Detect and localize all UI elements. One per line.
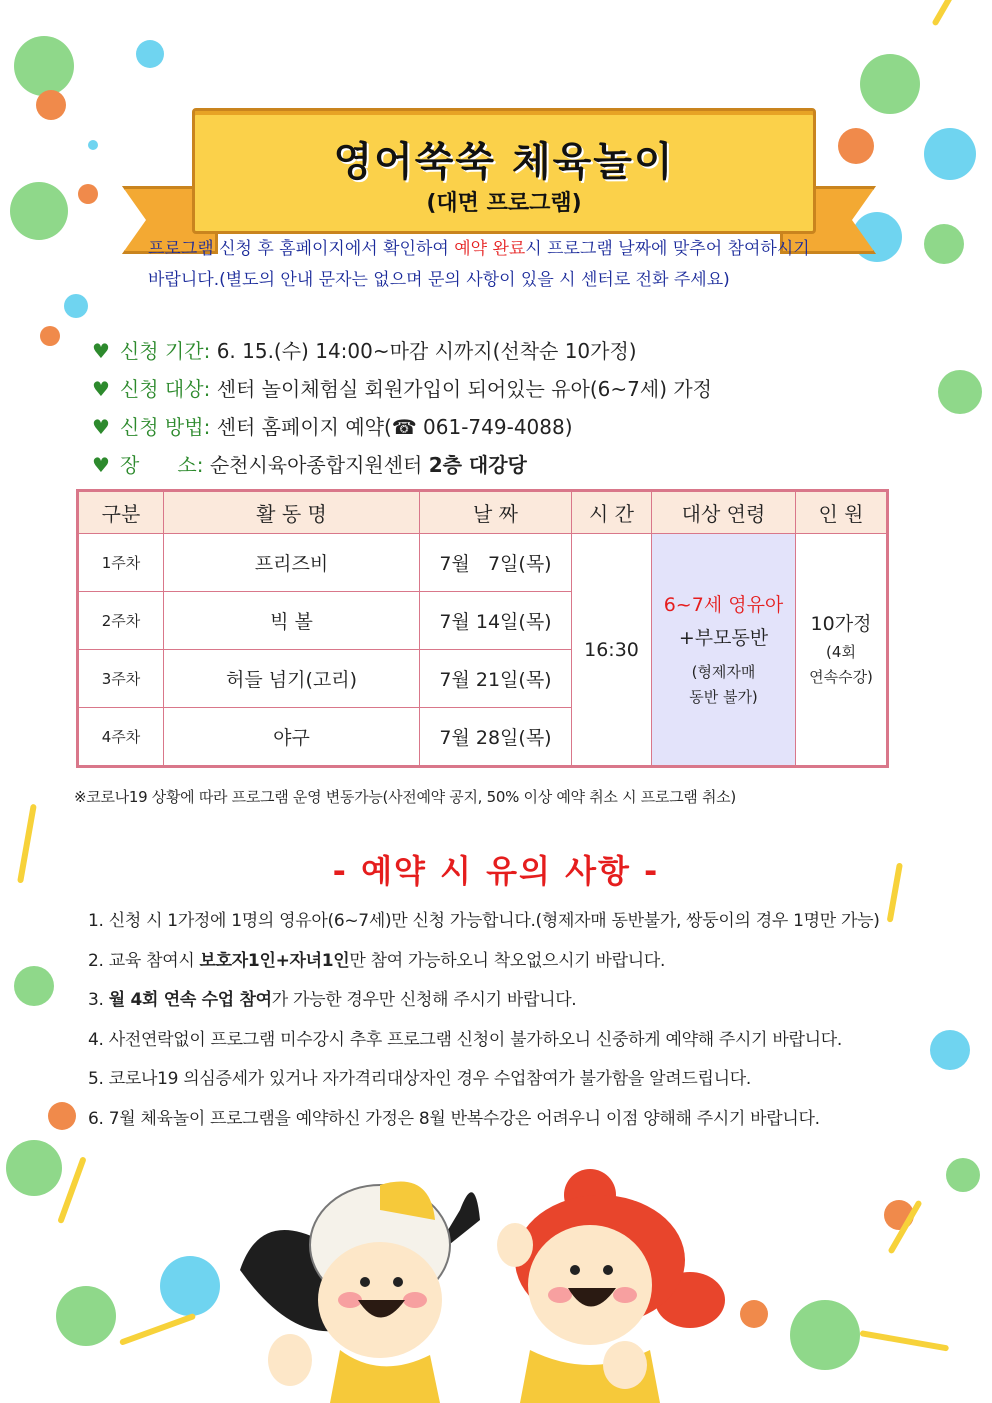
capacity-main: 10가정 (810, 613, 872, 635)
activity-cell: 빅 볼 (164, 592, 420, 650)
age-note (652, 660, 795, 710)
decor-dot (860, 54, 920, 114)
rules-list (88, 902, 938, 1139)
rule-text: 5. 코로나19 의심증세가 있거나 자가격리대상자인 경우 수업참여가 불가함을 알려드립니다. (88, 1069, 751, 1089)
info-label: 신청 방법: (119, 415, 211, 439)
notice-part1: 프로그램 신청 후 홈페이지에서 확인하여 (148, 239, 455, 259)
decor-ray (931, 0, 956, 26)
week-cell: 3주차 (78, 650, 164, 708)
header-cell: 구분 (78, 491, 164, 534)
heart-icon: ♥ (92, 339, 110, 363)
header-cell: 활 동 명 (164, 491, 420, 534)
info-label: 신청 대상: (119, 377, 211, 401)
rule-text: 1. 신청 시 1가정에 1명의 영유아(6~7세)만 신청 가능합니다.(형제자매 동반불가, 쌍둥이의 경우 1명만 가능) (88, 911, 880, 931)
info-value: 센터 놀이체험실 회원가입이 되어있는 유아(6~7세) 가정 (216, 377, 713, 401)
date-cell: 7월 14일(목) (420, 592, 572, 650)
header-cell: 날 짜 (420, 491, 572, 534)
schedule-table (76, 489, 889, 768)
date-cell: 7월 21일(목) (420, 650, 572, 708)
decor-dot (88, 140, 98, 150)
list-item (88, 1100, 938, 1140)
rule-text: 만 참여 가능하오니 착오없으시기 바랍니다. (349, 950, 666, 971)
table-header-row (78, 491, 888, 534)
decor-dot (56, 1286, 116, 1346)
decor-dot (160, 1256, 220, 1316)
time-cell: 16:30 (572, 534, 652, 767)
rule-text: 가 가능한 경우만 신청해 주시기 바랍니다. (271, 990, 577, 1010)
capacity-note-line: 연속수강) (809, 668, 873, 686)
info-target (92, 373, 912, 402)
table-row (78, 534, 888, 592)
decor-ray (859, 1330, 949, 1352)
page-subtitle: (대면 프로그램) (426, 191, 582, 216)
date-cell: 7월 7일(목) (420, 534, 572, 592)
age-main: 6~7세 영유아 (663, 593, 784, 616)
week-cell: 1주차 (78, 534, 164, 592)
decor-dot (136, 40, 164, 68)
info-label: 장 소: (119, 453, 204, 477)
rule-text: 4. 사전연락없이 프로그램 미수강시 추후 프로그램 신청이 불가하오니 신중하게 예약해 주시기 바랍니다. (88, 1029, 842, 1050)
capacity-cell (796, 534, 888, 767)
week-cell: 2주차 (78, 592, 164, 650)
mascot-crab (497, 1169, 725, 1403)
rule-text: 3. (88, 990, 109, 1010)
header-cell: 인 원 (796, 491, 888, 534)
list-item (88, 942, 938, 982)
decor-dot (78, 184, 98, 204)
decor-dot (14, 966, 54, 1006)
list-item (88, 1021, 938, 1061)
notice-highlight: 예약 완료 (454, 239, 526, 259)
info-value: 6. 15.(수) 14:00~마감 시까지(선착순 10가정) (216, 339, 637, 363)
decor-dot (924, 128, 976, 180)
decor-dot (14, 36, 74, 96)
section-title: - 예약 시 유의 사항 - (332, 852, 660, 890)
decor-dot (938, 370, 982, 414)
notice-text (148, 234, 858, 296)
decor-dot (64, 294, 88, 318)
rule-text: 2. 교육 참여시 (88, 950, 200, 971)
rule-text: 6. 7월 체육놀이 프로그램을 예약하신 가정은 8월 반복수강은 어려우니 이점 양해해 주시기 바랍니다. (88, 1108, 820, 1129)
notice-line2: 바랍니다.(별도의 안내 문자는 없으며 문의 사항이 있을 시 센터로 전화 주세요) (148, 270, 730, 290)
week-cell: 4주차 (78, 708, 164, 767)
date-cell: 7월 28일(목) (420, 708, 572, 767)
info-value: 센터 홈페이지 예약(☎ 061-749-4088) (216, 415, 573, 439)
decor-dot (946, 1158, 980, 1192)
info-method (92, 411, 912, 440)
page-title: 영어쑥쑥 체육놀이 (333, 139, 675, 185)
decor-dot (10, 182, 68, 240)
heart-icon: ♥ (92, 453, 110, 477)
decor-dot (838, 128, 874, 164)
info-value: 순천시육아종합지원센터 (209, 453, 429, 477)
header-cell: 대상 연령 (652, 491, 796, 534)
decor-dot (36, 90, 66, 120)
decor-dot (924, 224, 964, 264)
activity-cell: 야구 (164, 708, 420, 767)
info-application-period (92, 335, 912, 364)
decor-dot (48, 1102, 76, 1130)
info-label: 신청 기간: (119, 339, 211, 363)
list-item (88, 902, 938, 942)
activity-cell: 프리즈비 (164, 534, 420, 592)
decor-dot (6, 1140, 62, 1196)
list-item (88, 981, 938, 1021)
decor-dot (790, 1300, 860, 1370)
heart-icon: ♥ (92, 377, 110, 401)
mascot-illustration (230, 1150, 750, 1403)
activity-cell: 허들 넘기(고리) (164, 650, 420, 708)
decor-ray (119, 1313, 196, 1346)
covid-note: ※코로나19 상황에 따라 프로그램 운영 변동가능(사전예약 공지, 50% 이상 예약 취소 시 프로그램 취소) (74, 788, 736, 806)
header-cell: 시 간 (572, 491, 652, 534)
capacity-note-line: (4회 (826, 643, 856, 661)
list-item (88, 1060, 938, 1100)
age-note-line: (형제자매 (691, 662, 756, 681)
info-location (92, 449, 912, 478)
age-sub: +부모동반 (678, 626, 769, 649)
rule-bold: 보호자1인+자녀1인 (199, 950, 350, 971)
info-value-bold: 2층 대강당 (428, 453, 527, 477)
age-cell (652, 534, 796, 767)
mascot-bird (240, 1182, 480, 1403)
notice-part2: 시 프로그램 날짜에 맞추어 참여하시기 (525, 239, 810, 259)
rule-bold: 월 4회 연속 수업 참여 (108, 990, 272, 1010)
age-note-line: 동반 불가) (689, 687, 758, 706)
heart-icon: ♥ (92, 415, 110, 439)
decor-dot (40, 326, 60, 346)
